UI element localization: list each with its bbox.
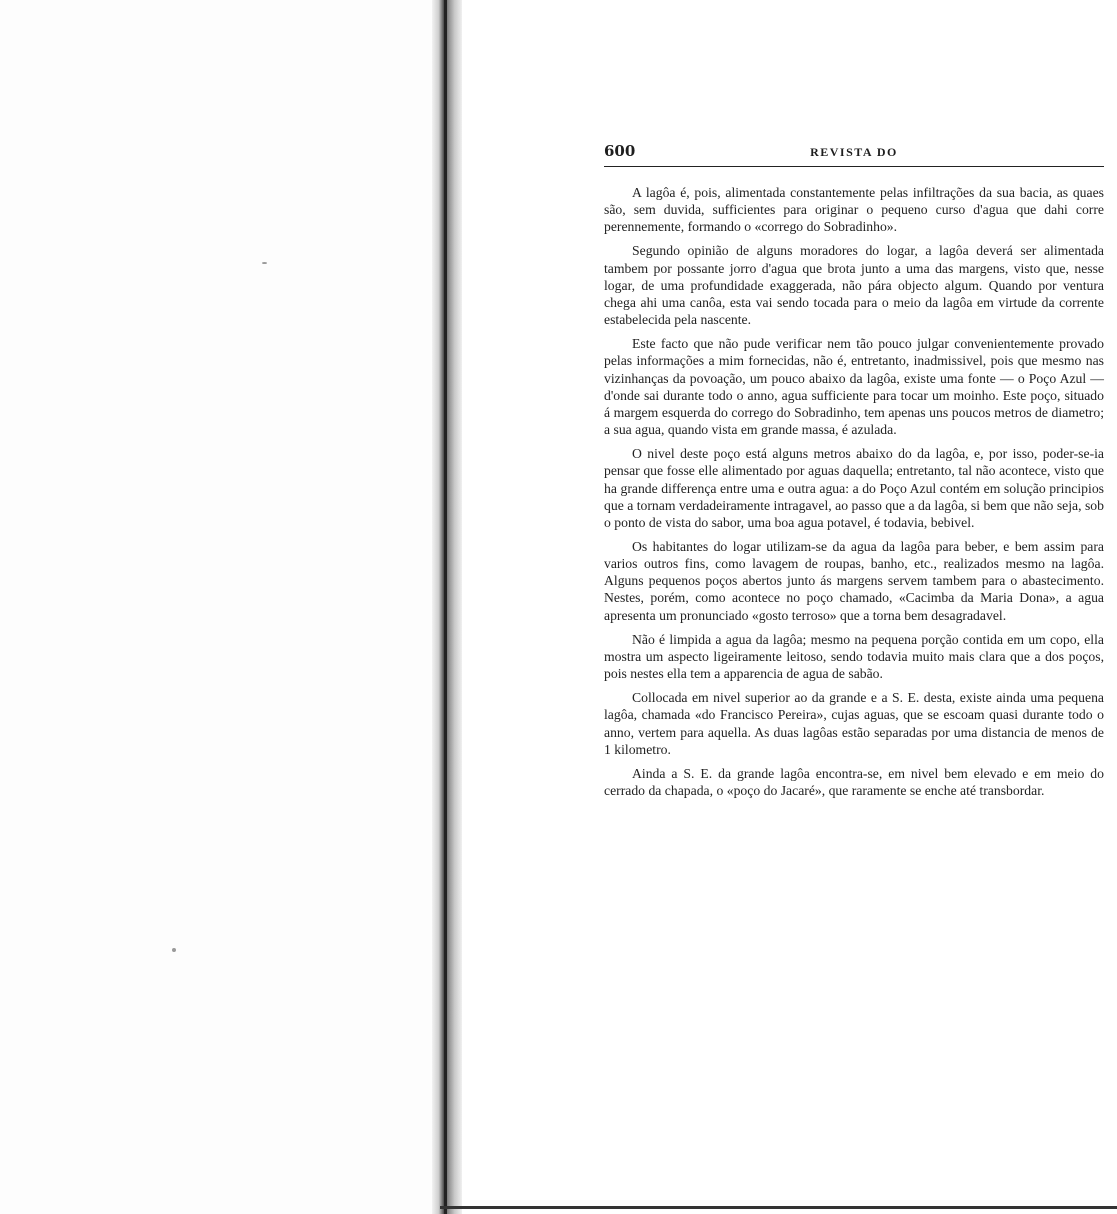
binding-line: [444, 0, 447, 1214]
book-spine: [432, 0, 462, 1214]
paragraph: O nivel deste poço está alguns metros abaixo do da lagôa, e, por isso, poder-se-ia pensar que fosse elle alimentado por aguas daquella; entretanto, tal não acontece, visto que ha grande differença entre uma e outra agua: a do Poço Azul contém em solução principios que a tornam verdadeiramente intragavel, ao passo que a da lagôa, si bem que não seja, sob o ponto de vista do sabor, uma boa agua potavel, é todavia, bebivel.: [604, 446, 1104, 530]
paper-speck: [262, 262, 267, 264]
paragraph: Este facto que não pude verificar nem tão pouco julgar convenientemente provado pelas informações a mim fornecidas, não é, entretanto, inadmissivel, pois que mesmo nas vizinhanças da povoação, um pouco abaixo da lagôa, existe uma fonte — o Poço Azul — d'onde sai durante todo o anno, agua sufficiente para tocar um moinho. Este poço, situado á margem esquerda do corrego do Sobradinho, tem apenas uns poucos metros de diametro; a sua agua, quando vista em grande massa, é azulada.: [604, 336, 1104, 438]
paragraph: A lagôa é, pois, alimentada constantemente pelas infiltrações da sua bacia, as quaes são, sem duvida, sufficientes para originar o pequeno curso d'agua que dahi corre perennemente, formando o «corrego do Sobradinho».: [604, 185, 1104, 235]
right-text-page: [462, 0, 1117, 1214]
running-head: REVISTA DO: [810, 145, 898, 159]
page-header: [604, 142, 1104, 167]
paragraph: Collocada em nivel superior ao da grande e a S. E. desta, existe ainda uma pequena lagôa, chamada «do Francisco Pereira», cujas aguas, que se escoam quasi durante todo o anno, vertem para aquella. As duas lagôas estão separadas por uma distancia de menos de 1 kilometro.: [604, 690, 1104, 757]
paragraph: Ainda a S. E. da grande lagôa encontra-se, em nivel bem elevado e em meio do cerrado da chapada, o «poço do Jacaré», que raramente se enche até transbordar.: [604, 765, 1104, 798]
paper-speck: [172, 948, 176, 952]
paragraph: Segundo opinião de alguns moradores do logar, a lagôa deverá ser alimentada tambem por possante jorro d'agua que brota junto a uma das margens, visto que, nesse logar, de uma profundidade exaggerada, não pára objecto algum. Quando por ventura chega ahi uma canôa, esta vai sendo tocada para o meio da lagôa em virtude da corrente estabelecida pela nascente.: [604, 243, 1104, 328]
page-number: 600: [604, 142, 636, 160]
body-text: [604, 184, 1104, 806]
paragraph: Os habitantes do logar utilizam-se da agua da lagôa para beber, e bem assim para varios outros fins, como lavagem de roupas, banho, etc., realizados mesmo na lagôa. Alguns pequenos poços abertos junto ás margens servem tambem para o abastecimento. Nestes, porém, como acontece no poço chamado, «Cacimba da Maria Dona», a agua apresenta um pronunciado «gosto terroso» que a torna bem desagradavel.: [604, 538, 1104, 623]
paragraph: Não é limpida a agua da lagôa; mesmo na pequena porção contida em um copo, ella mostra um aspecto ligeiramente leitoso, sendo todavia muito mais clara que a dos poços, pois nestes ella tem a apparencia de agua de sabão.: [604, 631, 1104, 682]
left-blank-page: [0, 0, 438, 1214]
